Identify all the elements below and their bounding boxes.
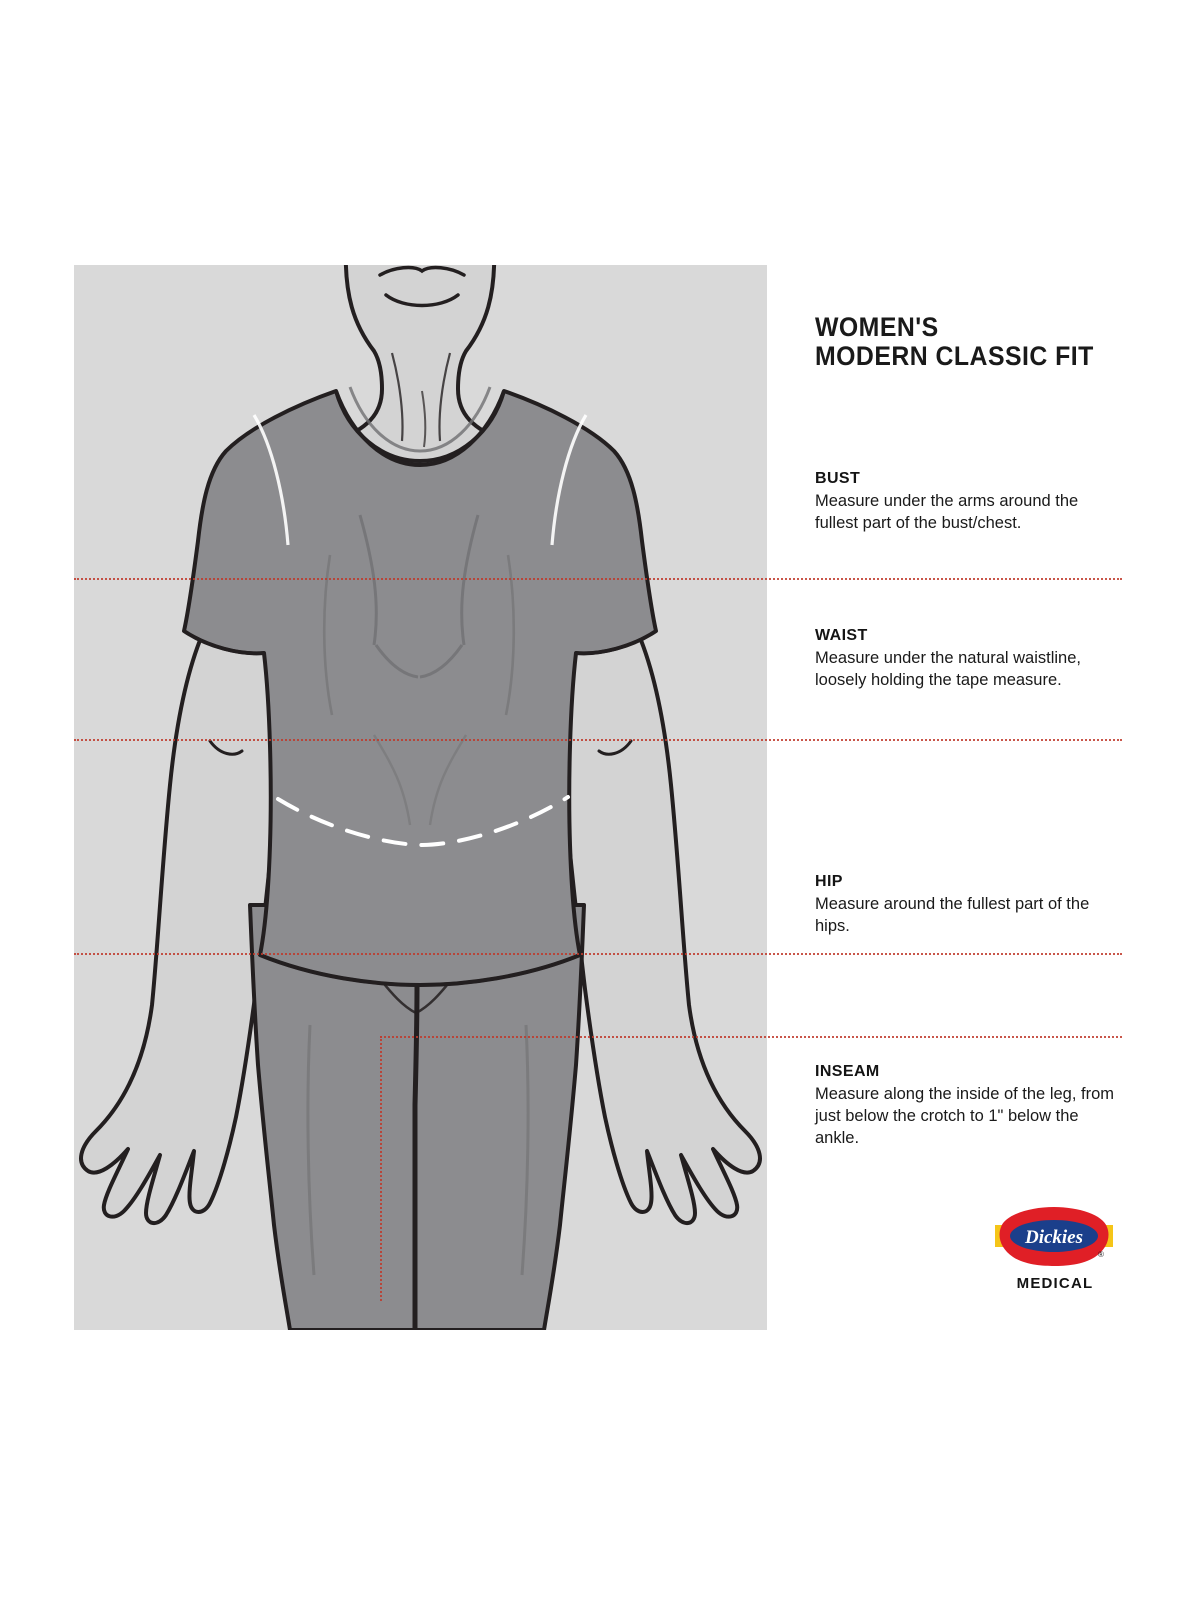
- illustration-panel: [74, 265, 767, 1330]
- brand-division-label: MEDICAL: [1016, 1275, 1094, 1292]
- inseam-guide-line: [380, 1036, 1122, 1038]
- measurement-inseam: [815, 1063, 1115, 1150]
- woman-figure-illustration: [74, 265, 767, 1330]
- measurement-bust-description: Measure under the arms around the fullest part of the bust/chest.: [815, 492, 1079, 532]
- measurement-bust-heading: BUST: [815, 470, 861, 487]
- measurement-waist-heading: WAIST: [815, 627, 868, 644]
- title-line-fit: MODERN CLASSIC FIT: [815, 341, 1094, 372]
- measurement-hip-heading: HIP: [815, 873, 843, 890]
- measurement-waist-description: Measure under the natural waistline, loosely holding the tape measure.: [815, 649, 1081, 689]
- waist-guide-line: [74, 739, 1122, 741]
- bust-guide-line: [74, 578, 1122, 580]
- title-line-womens: WOMEN'S: [815, 312, 939, 342]
- svg-text:Dickies: Dickies: [1024, 1227, 1084, 1248]
- measurement-hip-description: Measure around the fullest part of the hips.: [815, 895, 1090, 935]
- measurement-inseam-heading: INSEAM: [815, 1063, 880, 1080]
- svg-text:®: ®: [1098, 1250, 1104, 1259]
- measurement-inseam-description: Measure along the inside of the leg, from just below the crotch to 1" below the ankle.: [815, 1085, 1115, 1147]
- measurement-hip: [815, 873, 1115, 938]
- measurement-bust: [815, 470, 1115, 535]
- dickies-logo-icon: [995, 1205, 1113, 1267]
- hip-guide-line: [74, 953, 1122, 955]
- measurement-waist: [815, 627, 1115, 692]
- inseam-vertical-line: [380, 1036, 382, 1301]
- brand-logo: [995, 1205, 1115, 1292]
- page-title: [815, 313, 1145, 371]
